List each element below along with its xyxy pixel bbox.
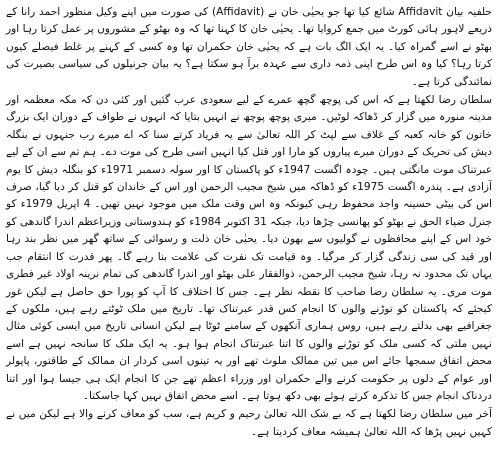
paragraph-conclusion: آخر میں سلطان رضا لکھتا ہے کہ بے شک اللہ تعالیٰ رحیم و کریم ہے، سب کو معاف کرنے والا ہے لیکن میں نے کہیں نہیں پڑھا کہ اللہ تعالیٰ ہمیشہ معاف کردیتا ہے۔: [6, 408, 492, 438]
urdu-article: [6, 4, 492, 441]
paragraph-sultan-raza: سلطان رضا لکھتا ہے کہ اس کی پوچھ گچھ عمرے کے لیے سعودی عرب گئیں اور کئی دن کہ مکہ معظمہ اور مدینہ منورہ میں گزار کر ڈھاکہ لوٹیں۔ میری پوچھ پوچھ نے انہیں بتایا کہ انہوں نے طواف کے دوران ایک بزرگ خاتون کو خانہ کعبہ کے غلاف سے لپٹ کر اللہ تعالیٰ سے یہ فریاد کرتے سنا کہ اے میرے رب جنہوں نے بنگلہ دیش کی تحریک کے دوران میرے پیاروں کو مارا اور قتل کیا انہیں اسی طرح کی موت دے۔ ہم تم سے ان کے لیے عبرتناک موت مانگتی ہیں۔ چودہ اگست 1947ء کو پاکستان کا اور سولہ دسمبر 1971ء کو بنگلہ دیش کا یوم آزادی ہے۔ پندرہ اگست 1975ء کو ڈھاکہ میں شیخ مجیب الرحمن اور اس کے خاندان کو قتل کر دیا گیا، صرف اس کی بیٹی حسینہ واجد محفوظ رہی کیونکہ وہ اس وقت ملک میں موجود نہیں تھیں۔ 4 اپریل 1979ء کو جنرل ضیاء الحق نے بھٹو کو پھانسی چڑھا دیا، جبکہ 31 اکتوبر 1984ء کو ہندوستانی وزیراعظم اندرا گاندھی کو خود اس کے اپنے محافظوں نے گولیوں سے بھون دیا۔ یحیٰی خان ذلت و رسوائی کے ساتھ گھر میں نظر بند رہا اور قید کی سی زندگی گزار کر مرگیا۔ وہ قیامت تک نفرت کی علامت بنا رہے گا۔ پھر قدرت کا انتقام جب یہاں تک محدود نہ رہا، شیخ مجیب الرحمن، ذوالفقار علی بھٹو اور اندرا گاندھی کی تمام نرینہ اولاد غیر فطری موت مری۔ یہ سلطان رضا صاحب کا نقطہ نظر ہے۔ جس کا اختلاف کا آپ کو پورا حق حاصل ہے لیکن غور کیجئے کہ پاکستان کو توڑنے والوں کا انجام کس قدر عبرتناک تھا۔ تاریخ میں ملک ٹوٹتے رہے ہیں، ملکوں کے جغرافیے بھی بدلتے رہے ہیں، روس ہماری آنکھوں کے سامنے ٹوٹا ہے لیکن انسانی تاریخ میں ایسی کوئی مثال نہیں ملتی کہ کسی ملک کو توڑنے والوں کا اتنا عبرتناک انجام ہوا ہو۔ یہ ایک ملک کا سانحہ نہیں ہے اسے محض اتفاق سمجھا جائے اس میں تین ممالک ملوث تھے اور یہ تینوں اسی کردار ان ممالک کے طاقتور، پاپولر اور عوام کے دلوں پر حکومت کرنے والے حکمران اور وزراء اعظم تھے جن کا انجام ایک ہی جیسا ہوا اور اتنا دردناک انجام جس کا تذکرہ کرتے ہوئے بھی دکھ ہوتا ہے۔ اسے محض اتفاق نہیں کہا جاسکتا۔: [6, 94, 493, 402]
paragraph-affidavit: حلفیہ بیان Affidavit شائع کیا تھا جو یحیٰی خان نے (Affidavit) کی صورت میں اپنے وکیل منظور احمد رانا کے ذریعے لاہور ہائی کورٹ میں جمع کروایا تھا۔ یحیٰی خان کا کہنا تھا کہ وہ بھٹو کے مشوروں پر عمل کرتا رہا اور بھٹو نے اسے گمراہ کیا۔ یہ ایک الگ بات ہے کہ یحیٰی خان حکمران تھا وہ کسی کے کہنے پر غلط فیصلے کیوں کرتا رہا؟ کیا وہ اس طرح اپنی ذمہ داری سے عہدہ برآ ہو سکتا ہے؟ یہ بیان جرنیلوں کی سیاسی بصیرت کی نمائندگی کرتا ہے۔: [6, 6, 492, 88]
